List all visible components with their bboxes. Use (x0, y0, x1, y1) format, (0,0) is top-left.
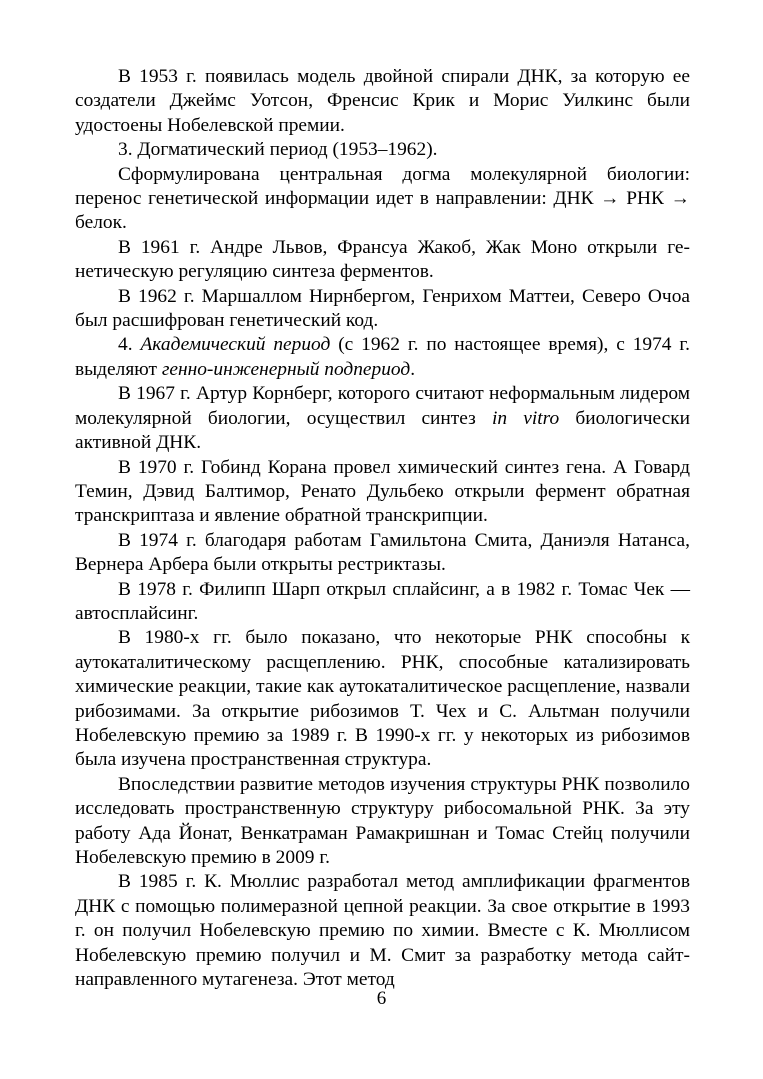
page-body (75, 65, 690, 992)
paragraph: В 1961 г. Андре Львов, Франсуа Жакоб, Жак Моно открыли генетическую регуляцию синтеза ферментов. (75, 236, 690, 283)
paragraph: В 1980-х гг. было показано, что некоторые РНК способны к аутокаталитическому расщеплению. РНК, способные катализировать химические реакции, такие как аутокаталитическое расщепление, назвали рибозимами. За открытие рибозимов Т. Чех и С. Альтман получили Нобелевскую премию за 1989 г. В 1990-х гг. у некоторых из рибозимов была изучена пространственная структура. (75, 627, 690, 771)
paragraph: В 1974 г. благодаря работам Гамильтона Смита, Даниэля Натанса, Вернера Арбера были открыты рестриктазы. (75, 529, 690, 576)
italic-term: генно-инженерный подпериод (161, 358, 411, 380)
paragraph: Впоследствии развитие методов изучения структуры РНК позволило исследовать пространственную структуру рибосомальной РНК. За эту работу Ада Йонат, Венкатраман Рамакришнан и Томас Стейц получили Нобелевскую премию в 2009 г. (75, 773, 690, 868)
italic-term: in vitro (491, 407, 560, 429)
paragraph: Сформулирована центральная догма молекулярной биологии: перенос генетической информации идет в направлении: ДНК → РНК → белок. (75, 163, 690, 234)
italic-term: Академический период (140, 334, 331, 356)
paragraph: В 1970 г. Гобинд Корана провел химический синтез гена. А Говард Темин, Дэвид Балтимор, Ренато Дульбеко открыли фермент обратная транскриптаза и явление обратной транскрипции. (75, 456, 690, 527)
paragraph: 4. Академический период (с 1962 г. по настоящее время), с 1974 г. выделяют генно-инженерный подпериод. (75, 334, 691, 380)
page-number: 6 (376, 988, 387, 1009)
paragraph: В 1985 г. К. Мюллис разработал метод амплификации фрагментов ДНК с помощью полимеразной цепной реакции. За свое открытие в 1993 г. он получил Нобелевскую премию по химии. Вместе с К. Мюллисом Нобелевскую премию получил и М. Смит за разработку метода сайт-направленного мутагенеза. Этот метод (75, 871, 690, 991)
paragraph: 3. Догматический период (1953–1962). (118, 139, 438, 161)
paragraph: В 1953 г. появилась модель двойной спирали ДНК, за которую ее создатели Джеймс Уотсон, Френсис Крик и Морис Уилкинс были удостоены Нобелевской премии. (75, 66, 690, 136)
paragraph: В 1978 г. Филипп Шарп открыл сплайсинг, а в 1982 г. Томас Чек — автосплайсинг. (75, 578, 690, 624)
paragraph: В 1967 г. Артур Корнберг, которого считают неформальным лидером молекулярной биологии, осуществил синтез in vitro биологически активной ДНК. (75, 383, 690, 454)
paragraph: В 1962 г. Маршаллом Нирнбергом, Генрихом Маттеи, Северо Очоа был расшифрован генетический код. (75, 285, 690, 332)
